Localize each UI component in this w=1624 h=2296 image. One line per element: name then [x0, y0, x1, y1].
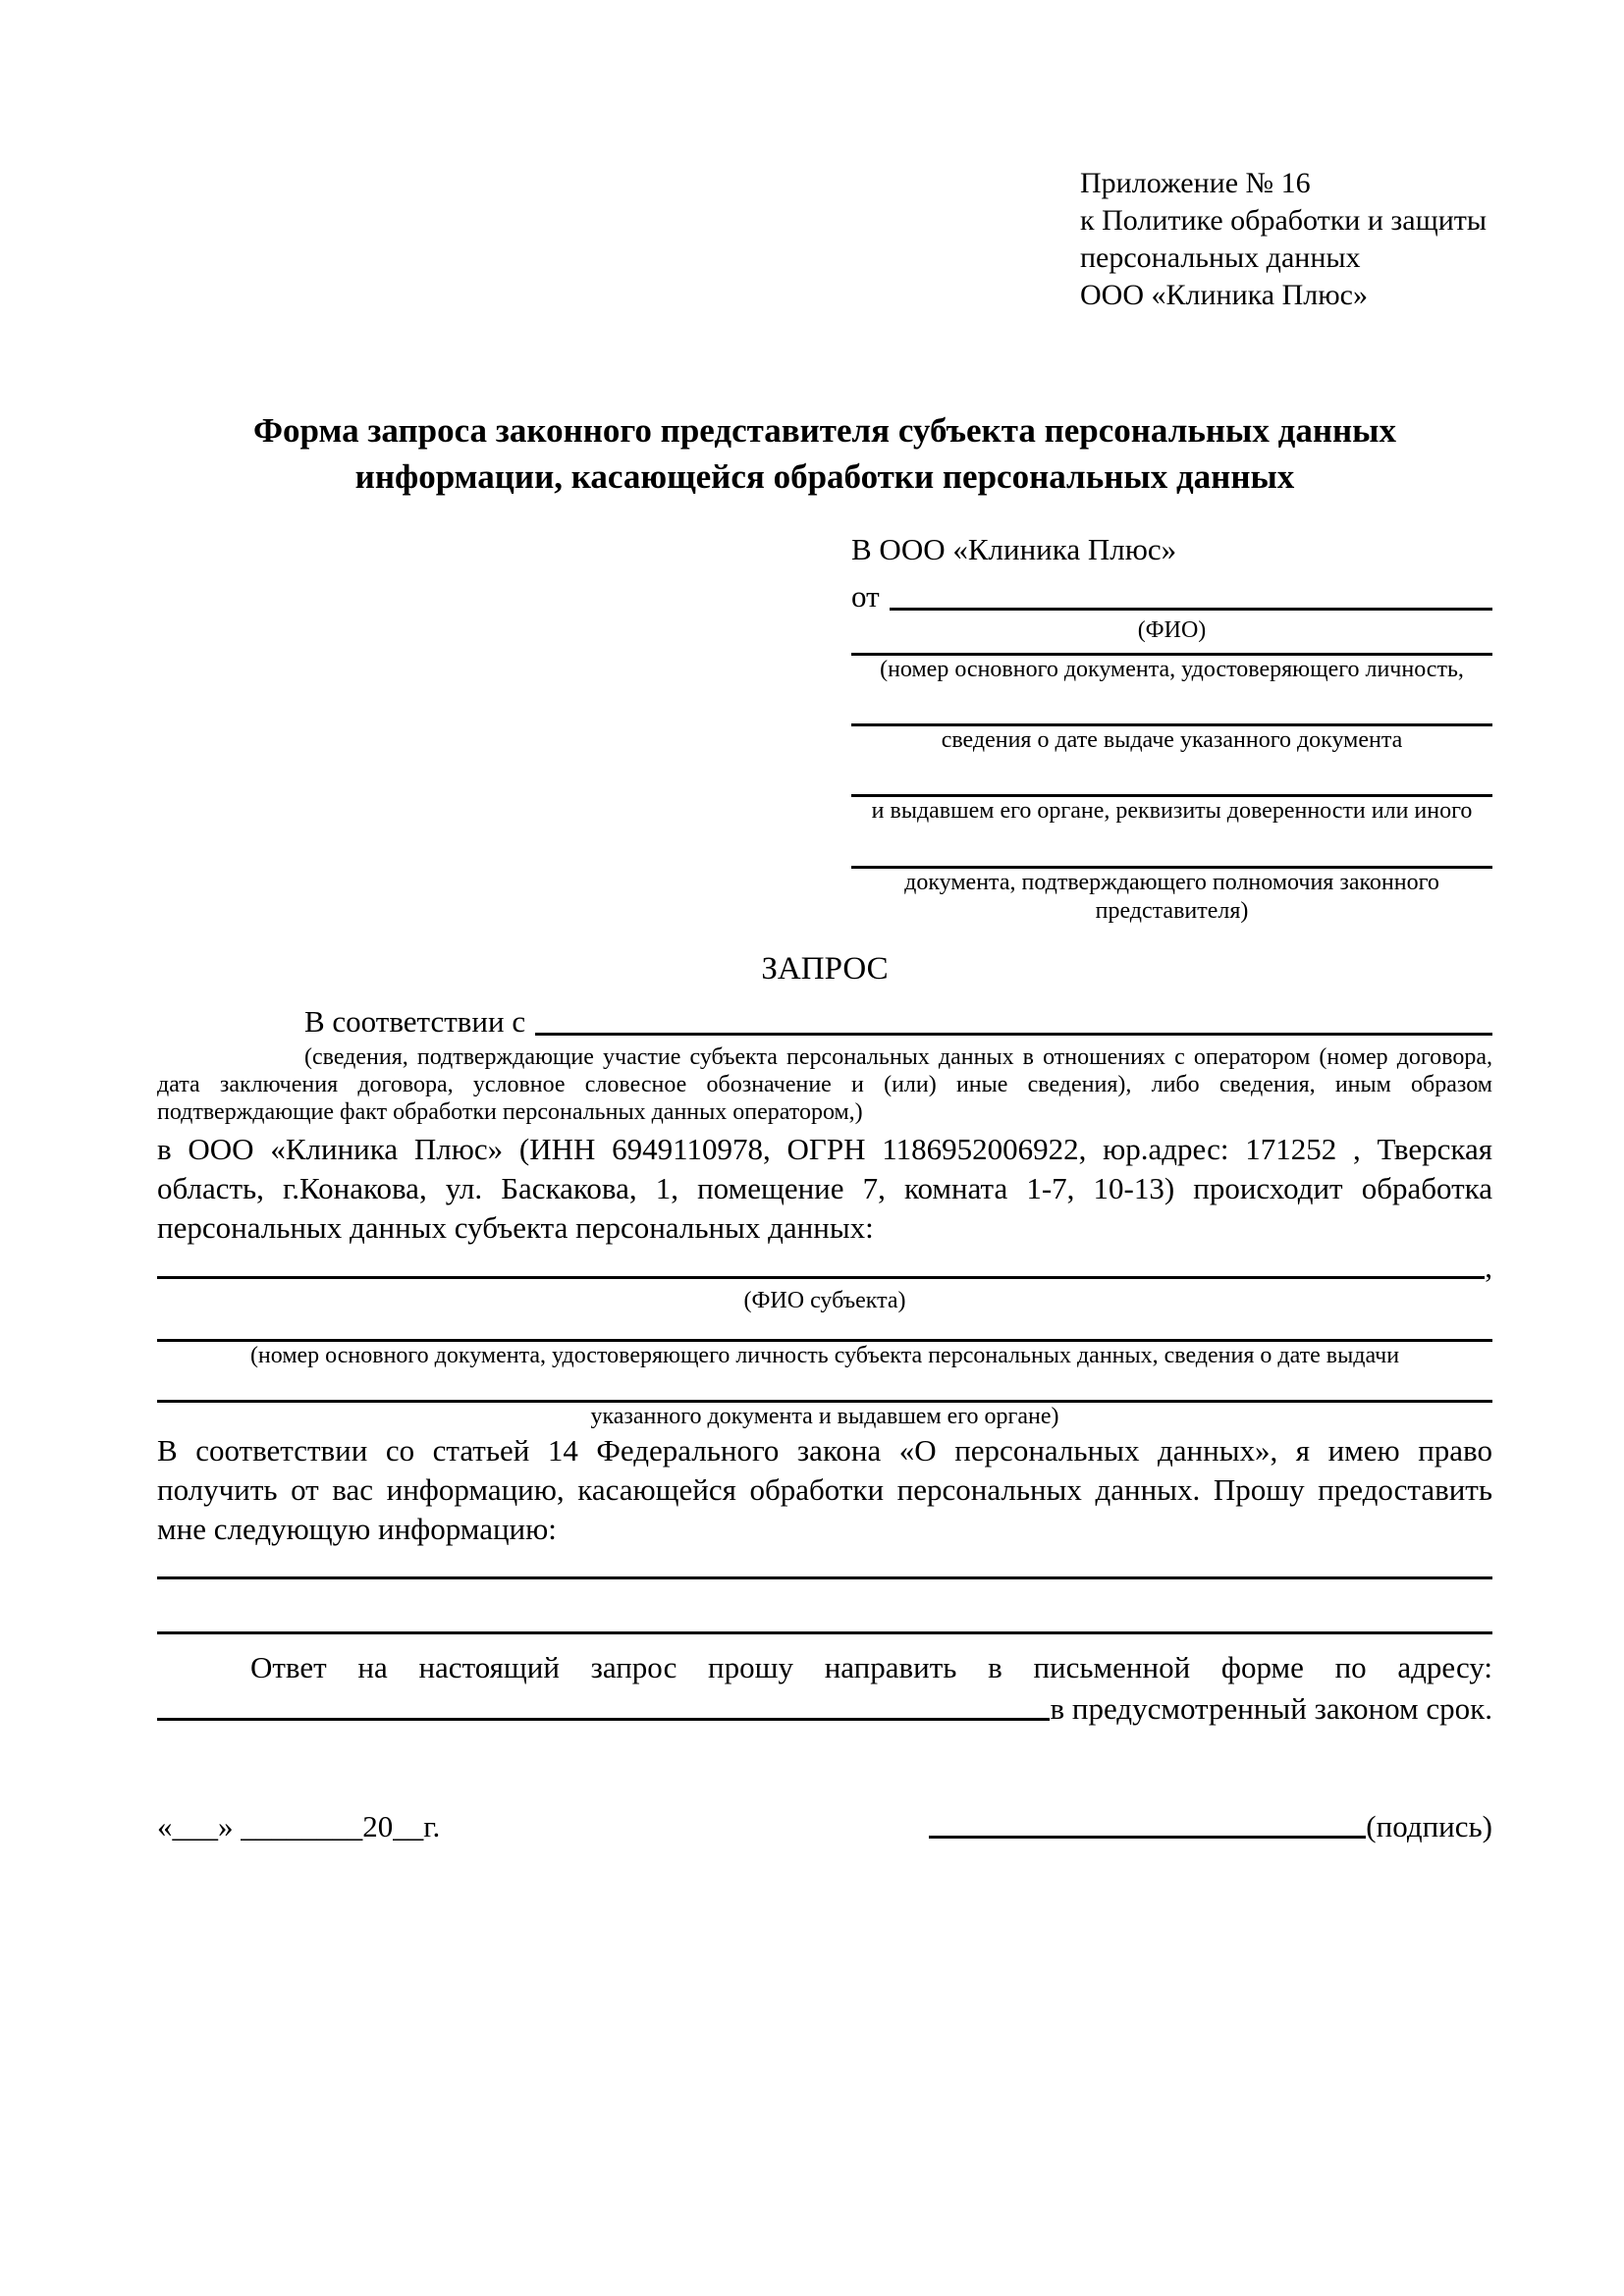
- footer-row: [157, 1807, 1492, 1846]
- accordance-caption: (сведения, подтверждающие участие субъекта персональных данных в отношениях с оператором (номер договора, дата заключения договора, условное словесное обозначение и (или) иные сведения), либо сведения, иным образом подтверждающие факт обработки персональных данных оператором,): [157, 1044, 1492, 1125]
- information-blank-line-2: [157, 1631, 1492, 1634]
- from-row: [851, 577, 1492, 616]
- document-title-line1: Форма запроса законного представителя субъекта персональных данных: [253, 411, 1396, 450]
- document-content: [0, 165, 1624, 1846]
- accordance-blank-line: [535, 1033, 1492, 1036]
- from-label: от: [851, 579, 880, 614]
- accordance-lead: В соответствии с: [304, 1004, 526, 1039]
- addressee-block: [851, 530, 1492, 926]
- addressee-to: В ООО «Клиника Плюс»: [851, 532, 1177, 566]
- policy-reference-line1: к Политике обработки и защиты: [1080, 204, 1488, 237]
- issue-date-caption: сведения о дате выдаче указанного документа: [941, 727, 1403, 753]
- accordance-row: [157, 1002, 1492, 1041]
- subject-fio-blank-line: [157, 1276, 1485, 1279]
- signature-blank-line: [929, 1836, 1366, 1839]
- subject-fio-row: [157, 1248, 1492, 1287]
- issuing-authority-caption: и выдавшем его органе, реквизиты доверенности или иного: [871, 798, 1473, 824]
- signature-caption: (подпись): [1366, 1809, 1492, 1843]
- answer-tail: в предусмотренный законом срок.: [1050, 1691, 1492, 1726]
- answer-address-row: [157, 1689, 1492, 1729]
- fio-caption: (ФИО): [1137, 617, 1207, 643]
- operator-paragraph: в ООО «Клиника Плюс» (ИНН 6949110978, ОГРН 1186952006922, юр.адрес: 171252 , Тверская область, г.Конакова, ул. Баскакова, 1, помещение 7, комната 1-7, 10-13) происходит обработка персональных данных субъекта персональных данных:: [157, 1132, 1492, 1245]
- subject-fio-caption: (ФИО субъекта): [743, 1288, 906, 1313]
- authority-document-caption: документа, подтверждающего полномочия законного представителя): [904, 870, 1439, 924]
- information-blank-line-1: [157, 1576, 1492, 1579]
- subject-fio-comma: ,: [1485, 1250, 1492, 1284]
- subject-authority-caption: указанного документа и выдавшем его органе): [590, 1404, 1059, 1429]
- document-title-line2: информации, касающейся обработки персональных данных: [354, 457, 1295, 496]
- request-heading: ЗАПРОС: [761, 951, 889, 987]
- law-paragraph: В соответствии со статьей 14 Федерального закона «О персональных данных», я имею право получить от вас информацию, касающейся обработки персональных данных. Прошу предоставить мне следующую информацию:: [157, 1433, 1492, 1546]
- answer-address-blank-line: [157, 1718, 1050, 1721]
- subject-document-caption: (номер основного документа, удостоверяющего личность субъекта персональных данных, сведения о дате выдачи: [249, 1343, 1400, 1368]
- answer-lead: Ответ на настоящий запрос прошу направить в письменной форме по адресу:: [250, 1650, 1492, 1684]
- organization-name: ООО «Клиника Плюс»: [1080, 279, 1368, 311]
- appendix-header: [1080, 165, 1492, 314]
- appendix-number: Приложение № 16: [1080, 167, 1311, 199]
- policy-reference-line2: персональных данных: [1080, 241, 1361, 274]
- date-blank: «___» ________20__г.: [157, 1809, 441, 1843]
- document-number-caption: (номер основного документа, удостоверяющего личность,: [880, 657, 1464, 682]
- signature-group: [929, 1807, 1492, 1846]
- document-title: [157, 407, 1492, 500]
- fio-blank-line: [890, 608, 1492, 611]
